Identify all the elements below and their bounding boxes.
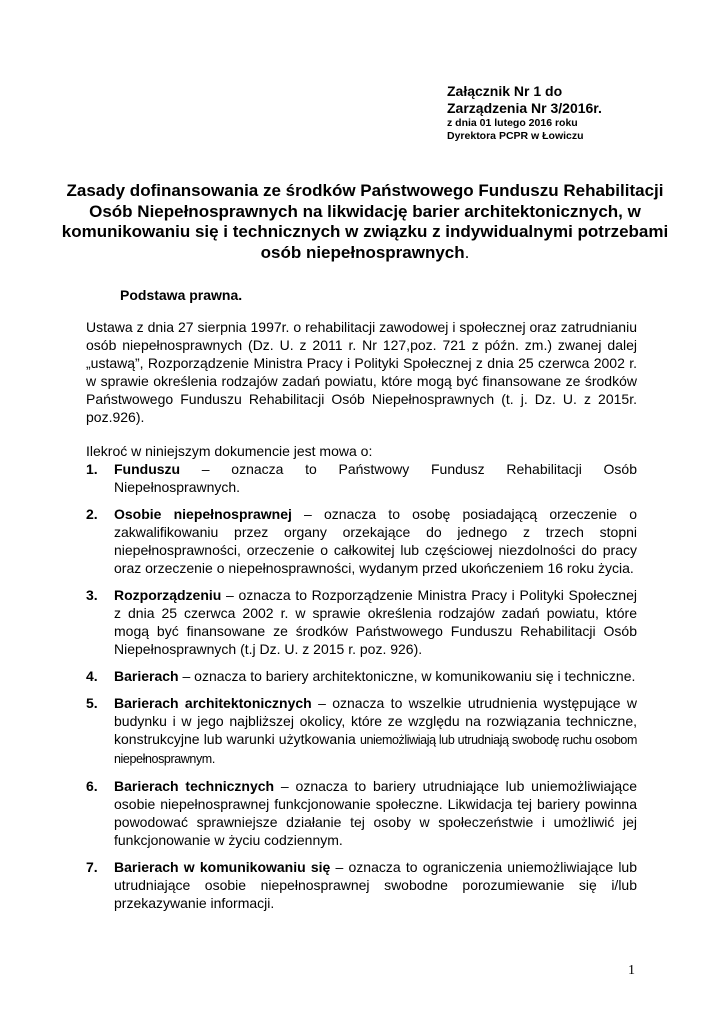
annex-line-3: z dnia 01 lutego 2016 roku <box>447 117 578 129</box>
definition-number: 7. <box>86 859 98 875</box>
definition-term: Barierach architektonicznych <box>114 695 312 711</box>
definition-text: – oznacza to ograniczenia uniemożliwiające lub utrudniające osobie niepełnosprawnej swobodne porozumiewanie się i/lub przekazywanie informacji. <box>114 859 638 911</box>
annex-line-1: Załącznik Nr 1 do <box>447 83 563 99</box>
definition-item <box>86 505 637 577</box>
page-number: 1 <box>628 963 635 978</box>
definition-text: – oznacza to bariery architektoniczne, w komunikowaniu się i techniczne. <box>178 668 636 684</box>
definition-term: Rozporządzeniu <box>114 587 222 603</box>
annex-line-2: Zarządzenia Nr 3/2016r. <box>447 100 602 116</box>
definition-number: 4. <box>86 668 98 684</box>
definitions-intro: Ilekroć w niniejszym dokumencie jest mowa o: <box>86 443 373 459</box>
legal-basis-heading: Podstawa prawna. <box>120 287 243 303</box>
definitions-list <box>86 460 637 921</box>
title-text: Zasady dofinansowania ze środków Państwowego Funduszu Rehabilitacji Osób Niepełnosprawnych na likwidację barier architektonicznych, w komunikowaniu się i technicznych w związku z indywidualnymi potrzebami osób niepełnosprawnych <box>61 181 669 262</box>
definition-text: – oznacza to Rozporządzenie Ministra Pracy i Polityki Społecznej z dnia 25 czerwca 2002 r. w sprawie określenia rodzajów zadań powiatu, które mogą być finansowane ze środków Państwowego Funduszu Rehabilitacji Osób Niepełnosprawnych (t.j Dz. U. z 2015 r. poz. 926). <box>114 587 637 657</box>
legal-basis-paragraph: Ustawa z dnia 27 sierpnia 1997r. o rehabilitacji zawodowej i społecznej oraz zatrudnianiu osób niepełnosprawnych (Dz. U. z 2011 r. Nr 127,poz. 721 z późn. zm.) zwanej dalej „ustawą”, Rozporządzenie Ministra Pracy i Polityki Społecznej z dnia 25 czerwca 2002 r. w sprawie określenia rodzajów zadań powiatu, które mogą być finansowane ze środków Państwowego Funduszu Rehabilitacji Osób Niepełnosprawnych (t. j. Dz. U. z 2015r. poz.926). <box>86 319 637 425</box>
definition-number: 2. <box>86 506 98 522</box>
definition-term: Funduszu <box>114 461 181 477</box>
definition-term: Barierach w komunikowaniu się <box>114 859 331 875</box>
definition-item <box>86 777 637 849</box>
annex-header <box>447 83 602 143</box>
definition-term: Barierach technicznych <box>114 778 275 794</box>
definition-number: 3. <box>86 587 98 603</box>
definition-item <box>86 858 637 912</box>
definition-item <box>86 460 637 496</box>
definition-item <box>86 667 637 685</box>
definition-text: – oznacza to osobę posiadającą orzeczenie o zakwalifikowaniu przez organy orzekające do jednego z trzech stopni niepełnosprawności, orzeczenie o całkowitej lub częściowej niezdolności do pracy oraz orzeczenie o niepełnosprawności, wydanym przed ukończeniem 16 roku życia. <box>114 506 637 576</box>
definition-term: Osobie niepełnosprawnej <box>114 506 292 522</box>
definition-text: – oznacza to Państwowy Fundusz Rehabilitacji Osób Niepełnosprawnych. <box>114 461 637 495</box>
definition-item <box>86 586 637 658</box>
definition-text: – oznacza to bariery utrudniające lub uniemożliwiające osobie niepełnosprawnej funkcjonowanie społeczne. Likwidacja tej bariery powinna powodować sprawniejsze działanie tej osoby w społeczeństwie i umożliwić jej funkcjonowanie w życiu codziennym. <box>114 778 638 848</box>
definition-item <box>86 694 637 768</box>
definition-number: 6. <box>86 778 98 794</box>
definition-number: 1. <box>86 461 98 477</box>
definition-text: – oznacza to wszelkie utrudnienia występujące w budynku i w jego najbliższej okolicy, które ze względu na rozwiązania techniczne, konstrukcyjne lub warunki użytkowania <box>114 695 638 747</box>
definition-term: Barierach <box>114 668 179 684</box>
annex-line-4: Dyrektora PCPR w Łowiczu <box>447 130 584 142</box>
definition-text-condensed: uniemożliwiają lub utrudniają swobodę ruchu osobom niepełnosprawnym. <box>114 733 637 766</box>
definition-number: 5. <box>86 695 98 711</box>
title-period: . <box>464 242 470 262</box>
document-title <box>60 181 670 263</box>
